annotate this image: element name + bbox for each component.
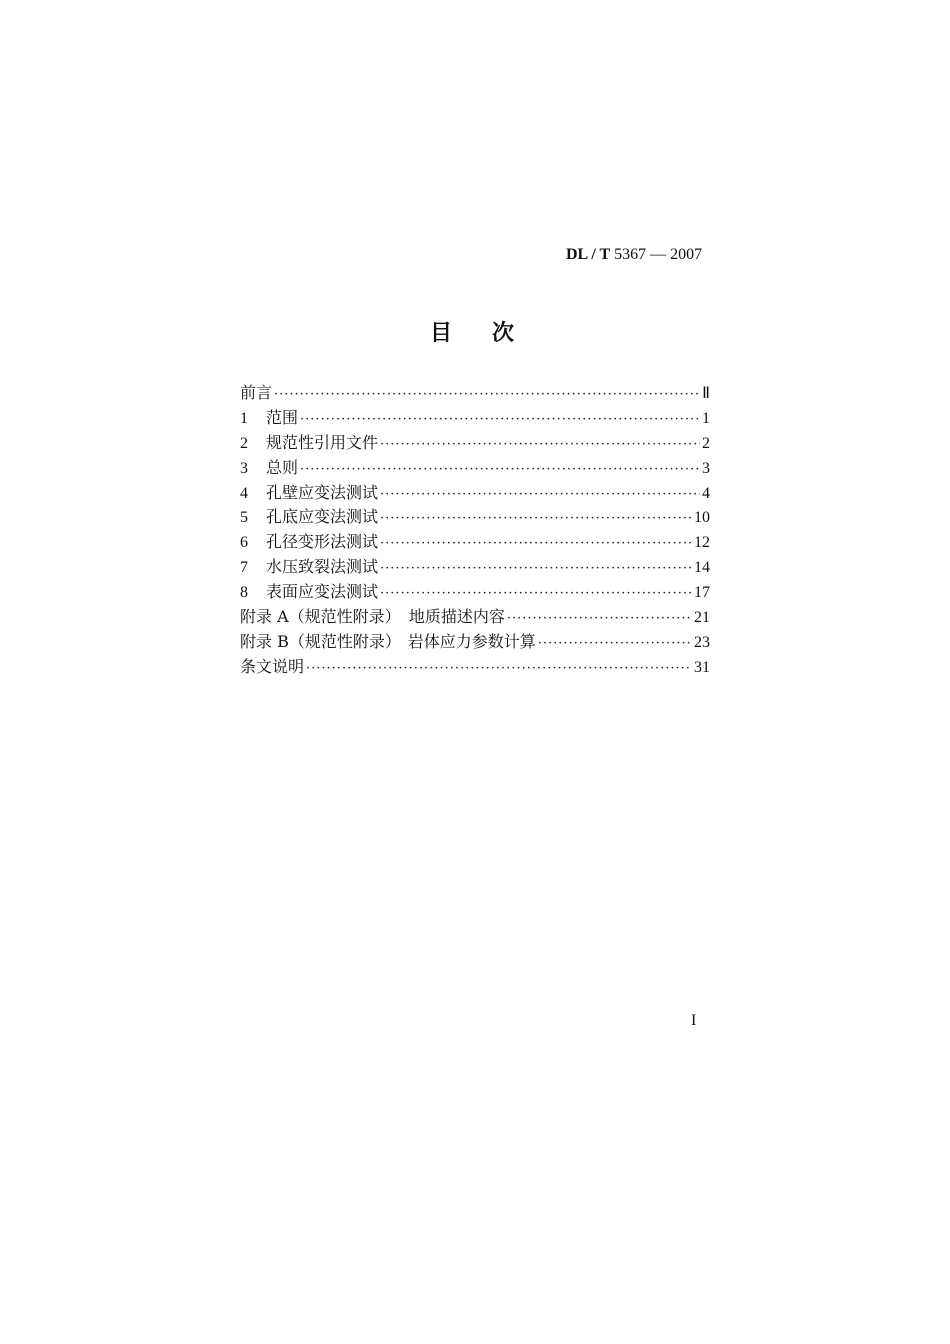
- page-number: I: [691, 1012, 697, 1029]
- toc-page: 2: [702, 434, 710, 452]
- toc-entry[interactable]: [240, 555, 710, 580]
- toc-label: 范围: [266, 407, 299, 427]
- toc-entry-appendix-b[interactable]: [240, 630, 710, 655]
- leader-dots: [306, 657, 692, 682]
- toc-page: 31: [694, 658, 710, 676]
- toc-entry-appendix-a[interactable]: [240, 605, 710, 630]
- toc-entry[interactable]: [240, 456, 710, 481]
- toc-number: 5: [240, 509, 248, 527]
- toc-page: 14: [694, 559, 710, 577]
- toc-label: 条文说明: [240, 656, 305, 676]
- toc-number: 2: [240, 434, 248, 452]
- leader-dots: [538, 632, 692, 657]
- leader-dots: [380, 557, 692, 582]
- appendix-label: 附录 B（规范性附录）: [240, 631, 401, 651]
- toc-number: 4: [240, 484, 248, 502]
- toc-page: 4: [702, 484, 710, 502]
- toc-number: 7: [240, 559, 248, 577]
- toc-page: 21: [694, 609, 710, 627]
- toc-label: 孔壁应变法测试: [266, 482, 379, 502]
- leader-dots: [380, 433, 700, 458]
- toc-label: 孔底应变法测试: [266, 507, 379, 527]
- leader-dots: [300, 458, 700, 483]
- toc-entry[interactable]: [240, 530, 710, 555]
- leader-dots: [380, 483, 700, 508]
- toc-number: 1: [240, 409, 248, 427]
- toc-label: 总则: [266, 457, 299, 477]
- toc-label: 水压致裂法测试: [266, 557, 379, 577]
- standard-code-number: 5367 — 2007: [610, 246, 703, 263]
- toc-page: 1: [702, 409, 710, 427]
- appendix-title: 地质描述内容: [408, 607, 505, 627]
- leader-dots: [507, 607, 692, 632]
- leader-dots: [300, 408, 700, 433]
- toc-number: 6: [240, 534, 248, 552]
- toc-label: 表面应变法测试: [266, 582, 379, 602]
- toc-entry[interactable]: [240, 580, 710, 605]
- standard-code: [566, 246, 702, 264]
- toc-page: Ⅱ: [702, 385, 710, 402]
- appendix-label: 附录 A（规范性附录）: [240, 607, 401, 627]
- toc-page: 10: [694, 509, 710, 527]
- toc-entry-preface[interactable]: [240, 381, 710, 406]
- toc-entry[interactable]: [240, 406, 710, 431]
- appendix-title: 岩体应力参数计算: [407, 631, 536, 651]
- leader-dots: [380, 507, 692, 532]
- standard-code-prefix: DL / T: [566, 246, 611, 263]
- toc-label: 孔径变形法测试: [266, 532, 379, 552]
- table-of-contents: [240, 381, 710, 680]
- toc-entry[interactable]: [240, 505, 710, 530]
- toc-page: 17: [694, 584, 710, 602]
- toc-label: 前言: [240, 383, 273, 402]
- toc-number: 3: [240, 459, 248, 477]
- leader-dots: [380, 532, 692, 557]
- toc-entry[interactable]: [240, 481, 710, 506]
- leader-dots: [274, 383, 700, 408]
- toc-label: 规范性引用文件: [266, 432, 379, 452]
- toc-page: 23: [694, 633, 710, 651]
- toc-number: 8: [240, 584, 248, 602]
- toc-page: 12: [694, 534, 710, 552]
- toc-entry[interactable]: [240, 431, 710, 456]
- leader-dots: [380, 582, 692, 607]
- toc-entry-explanation[interactable]: [240, 655, 710, 680]
- toc-page: 3: [702, 459, 710, 477]
- page-title: 目次: [430, 321, 555, 346]
